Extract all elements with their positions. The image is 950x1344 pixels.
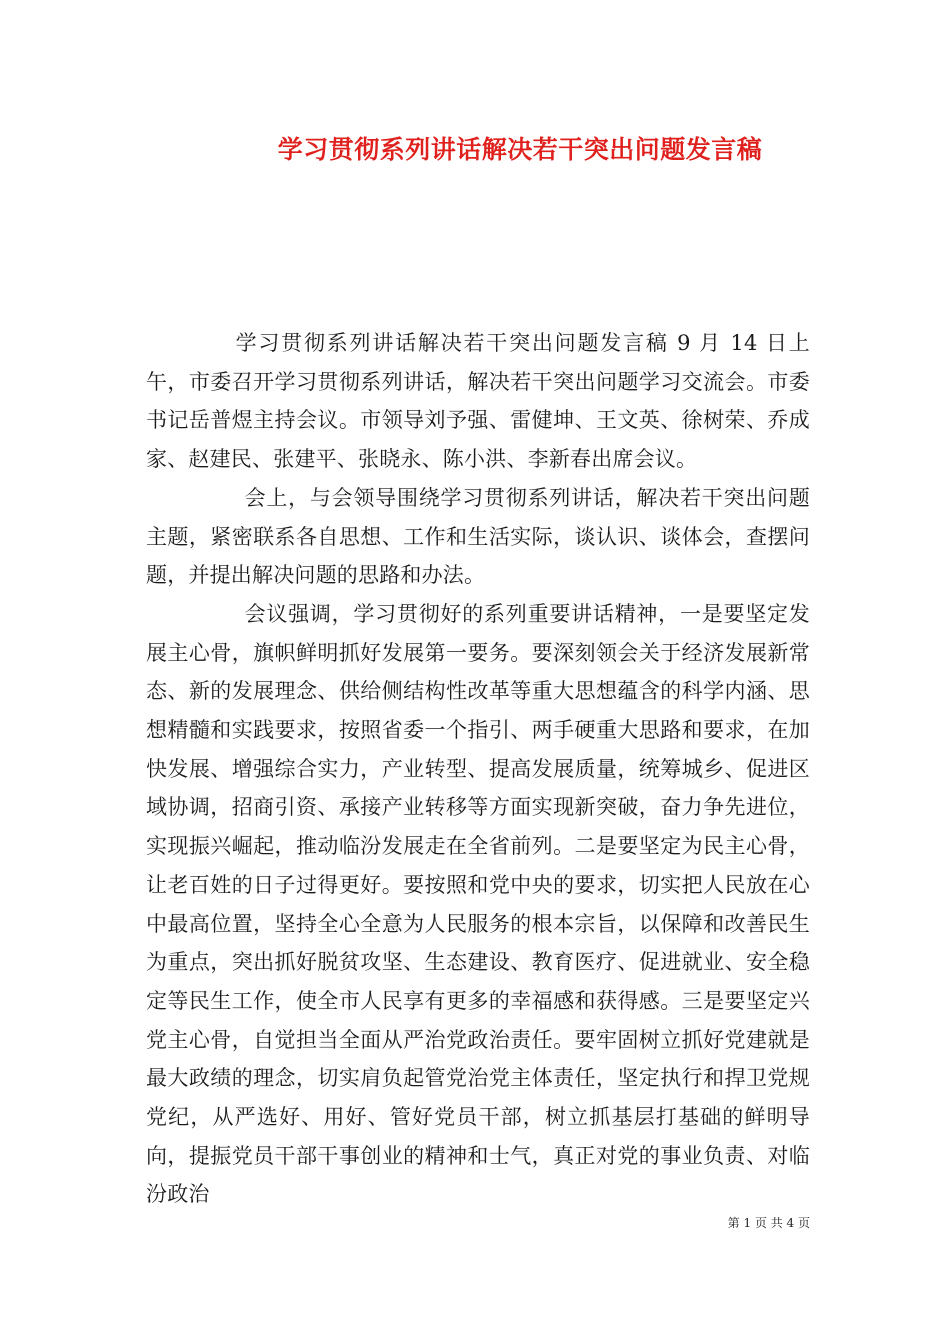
paragraph-1 — [146, 324, 810, 479]
paragraph-2 — [146, 479, 810, 595]
paragraph-2-text: 会上，与会领导围绕学习贯彻系列讲话，解决若干突出问题主题，紧密联系各自思想、工作和生活实际，谈认识、谈体会，查摆问题，并提出解决问题的思路和办法。 — [146, 485, 810, 588]
paragraph-1-text: 学习贯彻系列讲话解决若干突出问题发言稿 9 月 14 日上午，市委召开学习贯彻系列讲话，解决若干突出问题学习交流会。市委书记岳普煜主持会议。市领导刘予强、雷健坤、王文英、徐树荣、乔成家、赵建民、张建平、张晓永、陈小洪、李新春出席会议。 — [146, 331, 810, 472]
page-number-footer: 第 1 页 共 4 页 — [727, 1216, 810, 1230]
document-body — [146, 324, 810, 1214]
document-title: 学习贯彻系列讲话解决若干突出问题发言稿 — [277, 135, 763, 164]
paragraph-3-text: 会议强调，学习贯彻好的系列重要讲话精神，一是要坚定发展主心骨，旗帜鲜明抓好发展第一要务。要深刻领会关于经济发展新常态、新的发展理念、供给侧结构性改革等重大思想蕴含的科学内涵、思想精髓和实践要求，按照省委一个指引、两手硬重大思路和要求，在加快发展、增强综合实力，产业转型、提高发展质量，统筹城乡、促进区域协调，招商引资、承接产业转移等方面实现新突破，奋力争先进位，实现振兴崛起，推动临汾发展走在全省前列。二是要坚定为民主心骨，让老百姓的日子过得更好。要按照和党中央的要求，切实把人民放在心中最高位置，坚持全心全意为人民服务的根本宗旨，以保障和改善民生为重点，突出抓好脱贫攻坚、生态建设、教育医疗、促进就业、安全稳定等民生工作，使全市人民享有更多的幸福感和获得感。三是要坚定兴党主心骨，自觉担当全面从严治党政治责任。要牢固树立抓好党建就是最大政绩的理念，切实肩负起管党治党主体责任，坚定执行和捍卫党规党纪，从严选好、用好、管好党员干部，树立抓基层打基础的鲜明导向，提振党员干部干事创业的精神和士气，真正对党的事业负责、对临汾政治 — [146, 601, 810, 1207]
paragraph-3 — [146, 595, 810, 1214]
